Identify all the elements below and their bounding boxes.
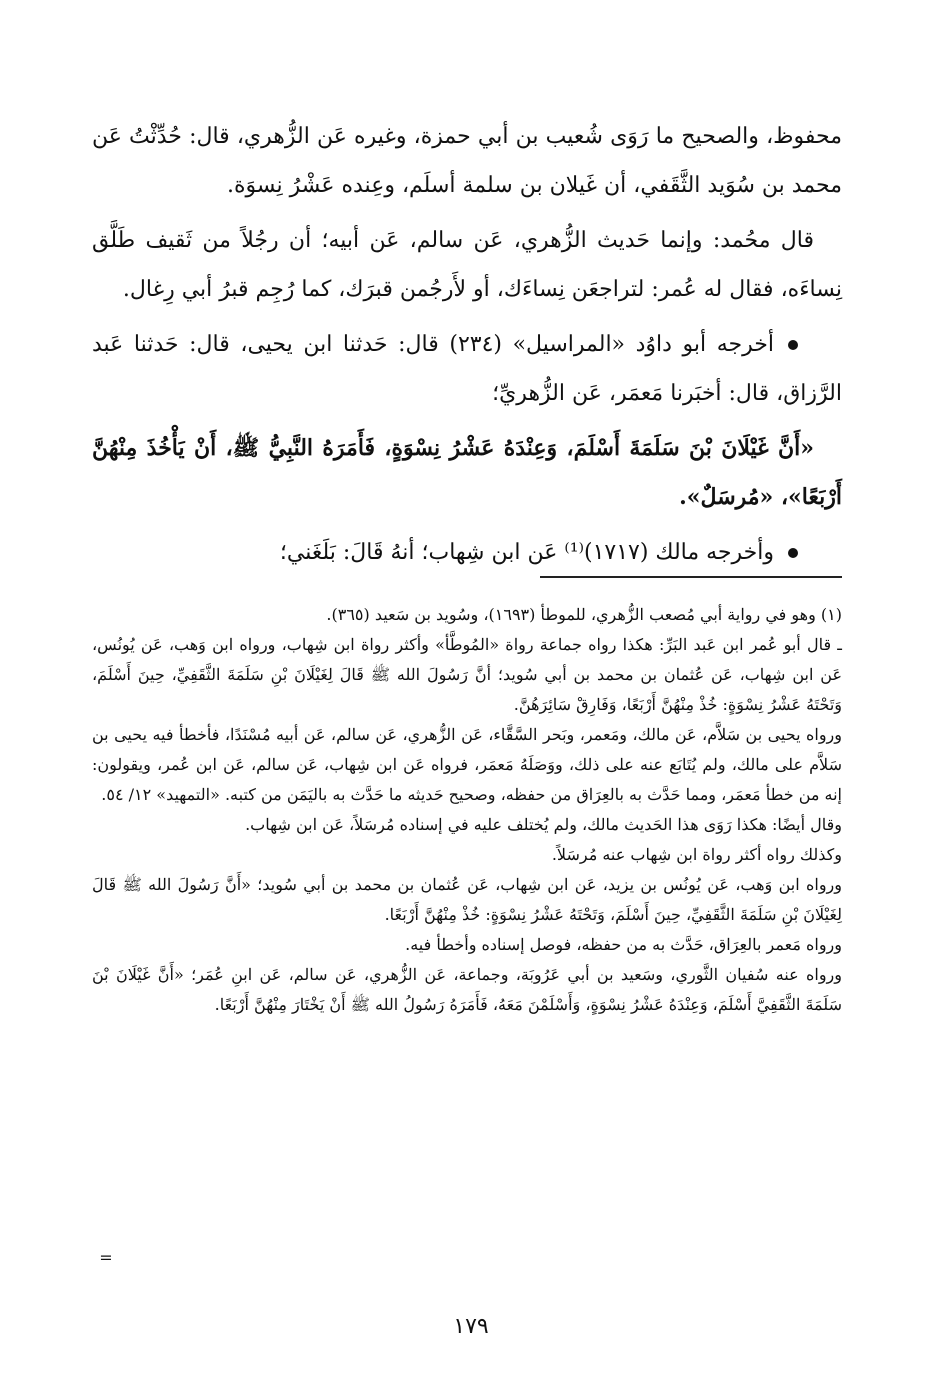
main-paragraph-1: محفوظ، والصحيح ما رَوَى شُعيب بن أبي حمزة، وغيره عَن الزُّهري، قال: حُدِّثْتُ عَن محمد بن سُوَيد الثَّقَفي، أن غَيلان بن سلمة أسلَم، وعِنده عَشْرُ نِسوَة. [92, 124, 842, 198]
main-paragraph-5-text: وأخرجه مالك (١٧١٧)⁽¹⁾ عَن ابن شِهاب؛ أنهُ قَالَ: بَلَغَني؛ [279, 540, 774, 565]
main-paragraph-3-text: أخرجه أبو داوُد «المراسيل» (٢٣٤) قال: حَدثنا ابن يحيى، قال: حَدثنا عَبد الرَّزاق، قال: أخبَرنا مَعمَر، عَن الزُّهريِّ؛ [92, 332, 842, 406]
footnote-2: ـ قال أبو عُمر ابن عَبد البَرِّ: هكذا رواه جماعة رواة «المُوطَّأ» وأكثر رواة ابن شِهاب، ورواه ابن وَهب، عَن يُونُس، عَن ابن شِهاب، عَن عُثمان بن محمد بن أبي سُويد؛ أنَّ رَسُولَ الله ﷺ قَالَ لِغَيْلَانَ بْنِ سَلَمَةَ الثَّقَفِيِّ، حِينَ أَسْلَمَ، وَتَحْتَهُ عَشْرُ نِسْوَةٍ: خُذْ مِنْهُنَّ أَرْبَعًا، وَفَارِقْ سَائِرَهُنَّ. [92, 635, 842, 714]
continuation-mark: = [99, 1248, 113, 1267]
footnote-6: ورواه ابن وَهب، عَن يُونُس بن يزيد، عَن ابن شِهاب، عَن عُثمان بن محمد بن أبي سُويد؛ «أَنَّ رَسُولَ الله ﷺ قَالَ لِغَيْلَانَ بْنِ سَلَمَةَ الثَّقَفِيِّ، حِينَ أَسْلَمَ، وَتَحْتَهُ عَشْرُ نِسْوَةٍ: خُذْ مِنْهُنَّ أَرْبَعًا. [92, 875, 842, 924]
footnote-7: ورواه مَعمر بالعِرَاق، حَدَّث به من حفظه، فوصل إسناده وأخطأ فيه. [405, 935, 842, 954]
footnote-8: ورواه عنه سُفيان الثَّوري، وسَعيد بن أبي عَرُوبَة، وجماعة، عَن الزُّهري، عَن سالم، عَن ابنِ عُمَر؛ «أَنَّ غَيْلَانَ بْنَ سَلَمَةَ الثَّقَفِيَّ أَسْلَمَ، وَعِنْدَهُ عَشْرُ نِسْوَةٍ، وَأَسْلَمْنَ مَعَهُ، فَأَمَرَهُ رَسُولُ الله ﷺ أَنْ يَخْتَارَ مِنْهُنَّ أَرْبَعًا. [92, 965, 842, 1014]
page-number: ١٧٩ [453, 1314, 489, 1339]
main-text [92, 112, 842, 583]
footnotes [92, 600, 842, 1020]
footnote-3: ورواه يحيى بن سَلاَّم، عَن مالك، ومَعمر، وبَحر السَّقَّاء، عَن الزُّهري، عَن سالم، عَن أبيه مُسْنَدًا، فأخطأ فيه يحيى بن سَلاَّم على مالك، ولم يُتَابَع عنه على ذلك، ووَصَلَهُ مَعمَر، فرواه عَن ابن شِهاب، عَن سالم، عَن ابن عُمر، ويقولون: إنه من خطأ مَعمَر، ومما حَدَّث به بالعِرَاق من حفظه، وصحيح حَديثه ما حَدَّث به باليَمَن من كتبه. «التمهيد» ١٢/ ٥٤. [92, 725, 842, 804]
footnote-4: وقال أيضًا: هكذا رَوَى هذا الحَديث مالك، ولم يُختلف عليه في إسناده مُرسَلاً، عَن ابن شِهاب. [245, 815, 842, 834]
bullet-icon [788, 340, 798, 350]
main-paragraph-3 [92, 320, 842, 418]
main-paragraph-2: قال محُمد: وإنما حَديث الزُّهري، عَن سالم، عَن أبيه؛ أن رجُلاً من ثَقيف طَلَّق نِساءَه، فقال له عُمر: لتراجعَن نِساءَك، أو لأَرجُمن قبرَك، كما رُجِم قبرُ أبي رِغال. [92, 228, 842, 302]
footnote-5: وكذلك رواه أكثر رواة ابن شِهاب عنه مُرسَلاً. [551, 845, 842, 864]
footnote-1: (١) وهو في رواية أبي مُصعب الزُّهري، للموطأ (١٦٩٣)، وسُويد بن سَعيد (٣٦٥). [326, 605, 842, 624]
bullet-icon [788, 548, 798, 558]
main-paragraph-5 [92, 528, 842, 577]
main-paragraph-4: «أَنَّ غَيْلَانَ بْنَ سَلَمَةَ أَسْلَمَ، وَعِنْدَهُ عَشْرُ نِسْوَةٍ، فَأَمَرَهُ النَّبِيُّ ﷺ، أَنْ يَأْخُذَ مِنْهُنَّ أَرْبَعًا»، «مُرسَلٌ». [92, 435, 842, 510]
footnote-divider [540, 576, 842, 578]
